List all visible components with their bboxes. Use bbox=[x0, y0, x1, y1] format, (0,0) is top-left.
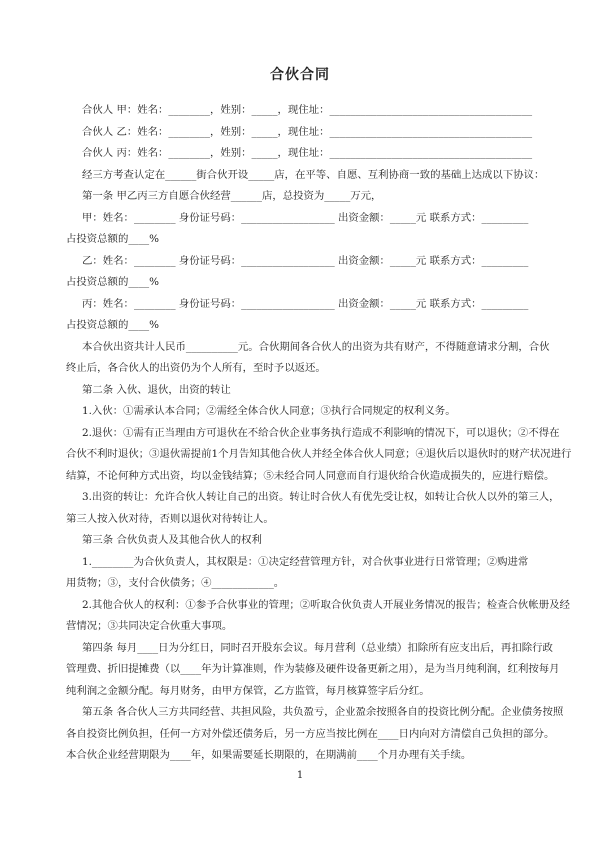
text-line: 合伙不利时退伙；③退伙需提前1个月告知其他合伙人并经全体合伙人同意；④退伙后以退伙时的财产状况进行 bbox=[66, 448, 572, 460]
text-line: 第二条 入伙、退伙，出资的转让 bbox=[82, 383, 231, 396]
text-line: 乙：姓名：________ 身份证号码：__________________ 出资金额：_____元 联系方式：_________ bbox=[82, 254, 529, 267]
text-line: 2.退伙：①需有正当理由方可退伙在不给合伙企业事务执行造成不利影响的情况下，可以退伙；②不得在 bbox=[82, 426, 560, 439]
text-line: 2.其他合伙人的权利：①参予合伙事业的管理；②听取合伙负责人开展业务情况的报告；检查合伙帐册及经 bbox=[82, 598, 570, 611]
text-line: 占投资总额的____% bbox=[66, 233, 159, 245]
text-line: 本合伙企业经营期限为____年，如果需要延长期限的，在期满前____个月办理有关手续。 bbox=[66, 749, 472, 761]
text-line: 合伙人 丙：姓名：________，姓别：_____，现住址：_______________________________________ bbox=[82, 147, 533, 159]
text-line: 第五条 各合伙人三方共同经营、共担风险，共负盈亏，企业盈余按照各自的投资比例分配。企业债务按照 bbox=[82, 706, 564, 718]
text-line: 各自投资比例负担，任何一方对外偿还债务后，另一方应当按比例在____日内向对方清偿自己负担的部分。 bbox=[66, 727, 555, 740]
text-line: 第三人按入伙对待，否则以退伙对待转让人。 bbox=[66, 512, 274, 525]
text-line: 3.出资的转让：允许合伙人转让自己的出资。转让时合伙人有优先受让权，如转让合伙人以外的第三人， bbox=[82, 491, 560, 503]
text-line: 第四条 每月____日为分红日，同时召开股东会议。每月营利（总业绩）扣除所有应支出后，再扣除行政 bbox=[82, 641, 553, 654]
page-number: 1 bbox=[296, 770, 304, 781]
page-title: 合伙合同 bbox=[270, 67, 330, 83]
text-line: 第三条 合伙负责人及其他合伙人的权利 bbox=[82, 534, 262, 546]
text-line: 丙：姓名：________ 身份证号码：__________________ 出资金额：_____元 联系方式：_________ bbox=[82, 297, 529, 310]
text-line: 营情况；③共同决定合伙重大事项。 bbox=[66, 620, 233, 632]
text-line: 经三方考查认定在______街合伙开设_____店，在平等、自愿、互利协商一致的基础上达成以下协议： bbox=[82, 168, 545, 181]
text-line: 用货物；③，支付合伙债务；④____________。 bbox=[66, 577, 285, 589]
text-line: 管理费、折旧提摊费（以____年为计算准则，作为装修及硬件设备更新之用），是为当月纯利润，红利按每月 bbox=[66, 663, 560, 675]
text-line: 占投资总额的____% bbox=[66, 319, 159, 331]
text-line: 终止后，各合伙人的出资仍为个人所有，至时予以返还。 bbox=[66, 362, 326, 374]
text-line: 1.入伙：①需承认本合同；②需经全体合伙人同意；③执行合同规定的权利义务。 bbox=[82, 405, 456, 417]
text-line: 合伙人 甲：姓名：________，姓别：_____，现住址：_______________________________________ bbox=[82, 104, 533, 116]
text-line: 甲：姓名：________ 身份证号码：__________________ 出资金额：_____元 联系方式：_________ bbox=[82, 211, 529, 224]
text-line: 结算，不论何种方式出资，均以金钱结算；⑤未经合同人同意而自行退伙给合伙造成损失的，应进行赔偿。 bbox=[66, 469, 555, 482]
text-line: 第一条 甲乙丙三方自愿合伙经营______店，总投资为_____万元， bbox=[82, 190, 382, 202]
contract-body bbox=[66, 100, 572, 767]
text-line: 1.________为合伙负责人，其权限是：①决定经营管理方针，对合伙事业进行日常管理；②购进常 bbox=[82, 555, 529, 568]
text-line: 占投资总额的____% bbox=[66, 276, 159, 288]
text-line: 本合伙出资共计人民币__________元。合伙期间各合伙人的出资为共有财产，不得随意请求分割，合伙 bbox=[82, 340, 550, 353]
text-line: 纯利润之金额分配。每月财务，由甲方保管，乙方监管，每月核算签字后分红。 bbox=[66, 684, 430, 697]
text-line: 合伙人 乙：姓名：________，姓别：_____，现住址：_______________________________________ bbox=[82, 125, 533, 138]
